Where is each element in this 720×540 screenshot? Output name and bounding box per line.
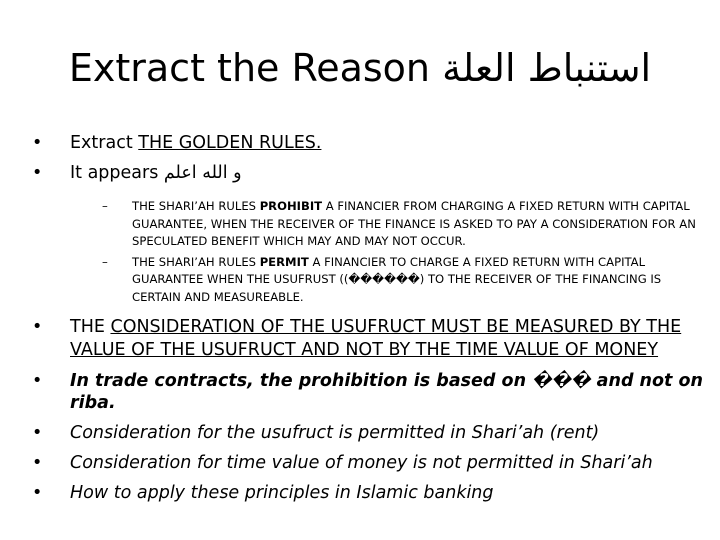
bullet-marker: •: [32, 317, 43, 337]
bullet-usufruct-permitted: • Consideration for the usufruct is permitted in Shari’ah (rent): [32, 423, 600, 443]
bullet-marker: •: [32, 483, 43, 503]
prohibit-word: PROHIBIT: [259, 199, 323, 213]
bullet-marker: •: [32, 371, 43, 391]
slide-content: [26, 132, 706, 504]
bullet-consideration-usufruct: • THE CONSIDERATION OF THE USUFRUCT MUST BE MEASURED BY THE VALUE OF THE USUFRUCT AND NOT BY THE TIME VALUE OF MONEY: [32, 317, 682, 360]
bullet-it-appears: • It appears و الله اعلم: [32, 163, 242, 183]
arabic-phrase: و الله اعلم: [163, 163, 242, 183]
bullet-time-value: • Consideration for time value of money is not permitted in Shari’ah: [32, 453, 653, 473]
slide-title: [0, 44, 720, 92]
dash-marker: –: [102, 199, 108, 213]
garbled-glyphs: ���: [532, 371, 591, 391]
dash-marker: –: [102, 254, 108, 269]
sub-bullet-permit: – THE SHARI’AH RULES PERMIT A FINANCIER TO CHARGE A FIXED RETURN WITH CAPITAL GUARANTEE WHEN THE USUFRUST ((������) TO THE RECEIVER OF THE FINANCING IS CERTAIN AND MEASUREABLE.: [102, 254, 662, 304]
bullet-trade-contracts: • In trade contracts, the prohibition is based on ��� and not on riba.: [32, 371, 703, 413]
permit-word: PERMIT: [259, 254, 309, 269]
bullet-extract-rules: • Extract THE GOLDEN RULES.: [32, 133, 322, 153]
bullet-apply-principles: • How to apply these principles in Islamic banking: [32, 483, 494, 503]
bullet-marker: •: [32, 453, 43, 473]
golden-rules-link: THE GOLDEN RULES.: [138, 133, 322, 153]
sub-bullet-prohibit: – THE SHARI’AH RULES PROHIBIT A FINANCIER FROM CHARGING A FIXED RETURN WITH CAPITAL GUARANTEE, WHEN THE RECEIVER OF THE FINANCE IS ASKED TO PAY A CONSIDERATION FOR AN SPECULATED BENEFIT WHICH MAY AND MAY NOT OCCUR.: [102, 199, 696, 248]
title-arabic: استنباط العلة: [442, 46, 652, 90]
bullet-marker: •: [32, 423, 43, 443]
consideration-underlined: CONSIDERATION OF THE USUFRUCT MUST BE MEASURED BY THE VALUE OF THE USUFRUCT AND NOT BY THE TIME VALUE OF MONEY: [70, 317, 682, 360]
garbled-glyphs: ������: [348, 272, 420, 286]
bullet-marker: •: [32, 163, 43, 183]
bullet-marker: •: [32, 133, 43, 153]
title-english: Extract the Reason: [68, 46, 430, 90]
